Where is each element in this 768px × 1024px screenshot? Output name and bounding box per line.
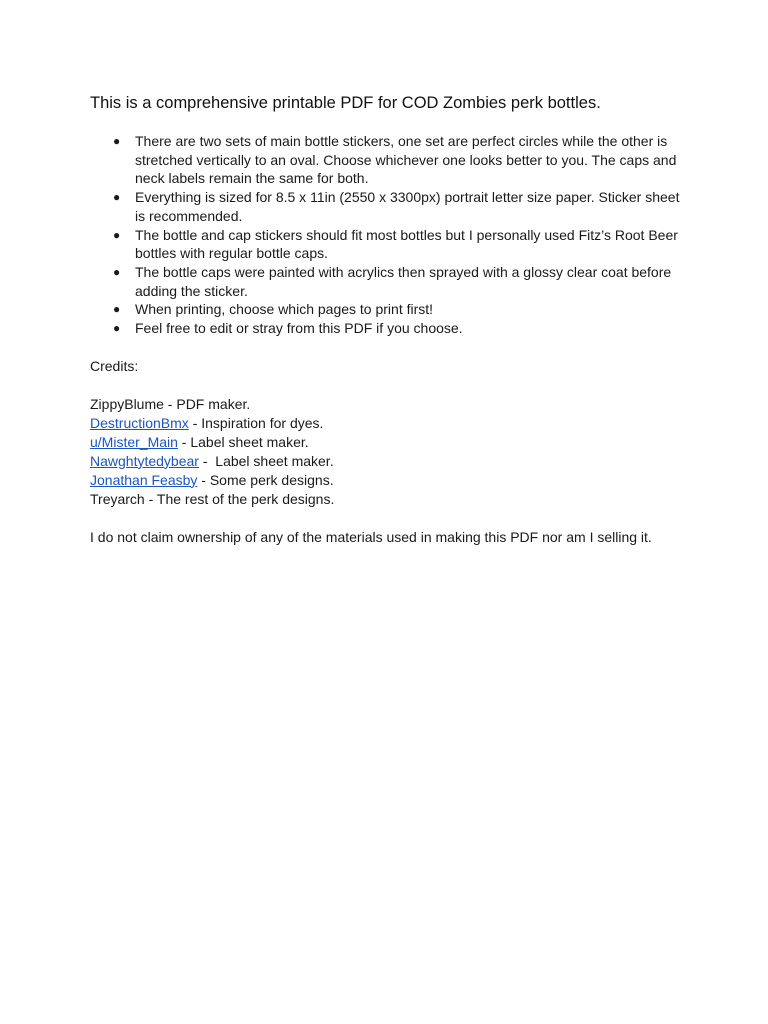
list-item — [90, 319, 690, 338]
credit-line — [90, 395, 690, 414]
bullet-icon: ● — [113, 264, 121, 279]
credit-link-nawghtytedybear[interactable]: Nawghtytedybear — [90, 452, 199, 469]
credit-line — [90, 471, 690, 490]
credits-heading: Credits: — [90, 357, 139, 374]
list-item — [90, 132, 690, 188]
disclaimer-text: I do not claim ownership of any of the materials used in making this PDF nor am I selling it. — [90, 528, 652, 545]
credit-desc: - Label sheet maker. — [198, 452, 334, 469]
document-page — [90, 92, 690, 547]
bullet-text: Everything is sized for 8.5 x 11in (2550 x 3300px) portrait letter size paper. Sticker sheet is recommended. — [135, 189, 680, 224]
credit-line — [90, 452, 690, 471]
credit-desc: - Label sheet maker. — [177, 433, 309, 450]
bullet-text: The bottle and cap stickers should fit most bottles but I personally used Fitz’s Root Beer bottles with regular bottle caps. — [135, 226, 678, 262]
list-item — [90, 188, 690, 225]
bullet-text: When printing, choose which pages to print first! — [135, 301, 434, 318]
credit-desc: - The rest of the perk designs. — [144, 490, 335, 507]
bullet-icon: ● — [113, 190, 121, 205]
credit-link-jonathan-feasby[interactable]: Jonathan Feasby — [90, 471, 198, 488]
credit-name: Treyarch — [90, 490, 145, 507]
credit-link-destructionbmx[interactable]: DestructionBmx — [90, 414, 189, 431]
credits-list — [90, 395, 690, 509]
bullet-icon: ● — [113, 302, 121, 317]
document-title: This is a comprehensive printable PDF for COD Zombies perk bottles. — [90, 94, 601, 112]
list-item — [90, 226, 690, 263]
list-item — [90, 263, 690, 300]
bullet-icon: ● — [113, 227, 121, 242]
credit-name: ZippyBlume — [90, 395, 164, 412]
bullet-text: The bottle caps were painted with acrylics then sprayed with a glossy clear coat before adding the sticker. — [135, 263, 672, 299]
bullet-list — [90, 132, 690, 338]
credit-desc: - PDF maker. — [163, 395, 251, 412]
bullet-text: There are two sets of main bottle stickers, one set are perfect circles while the other is stretched vertically to an oval. Choose whichever one looks better to you. The caps and neck labels remain the same for both. — [135, 133, 677, 187]
credit-desc: - Inspiration for dyes. — [188, 414, 324, 431]
list-item — [90, 300, 690, 319]
bullet-icon: ● — [113, 134, 121, 148]
bullet-text: Feel free to edit or stray from this PDF if you choose. — [135, 320, 463, 337]
credit-link-mister-main[interactable]: u/Mister_Main — [90, 433, 178, 450]
credit-desc: - Some perk designs. — [197, 471, 334, 488]
bullet-icon: ● — [113, 321, 121, 336]
credit-line — [90, 414, 690, 433]
credit-line — [90, 490, 690, 509]
credit-line — [90, 433, 690, 452]
